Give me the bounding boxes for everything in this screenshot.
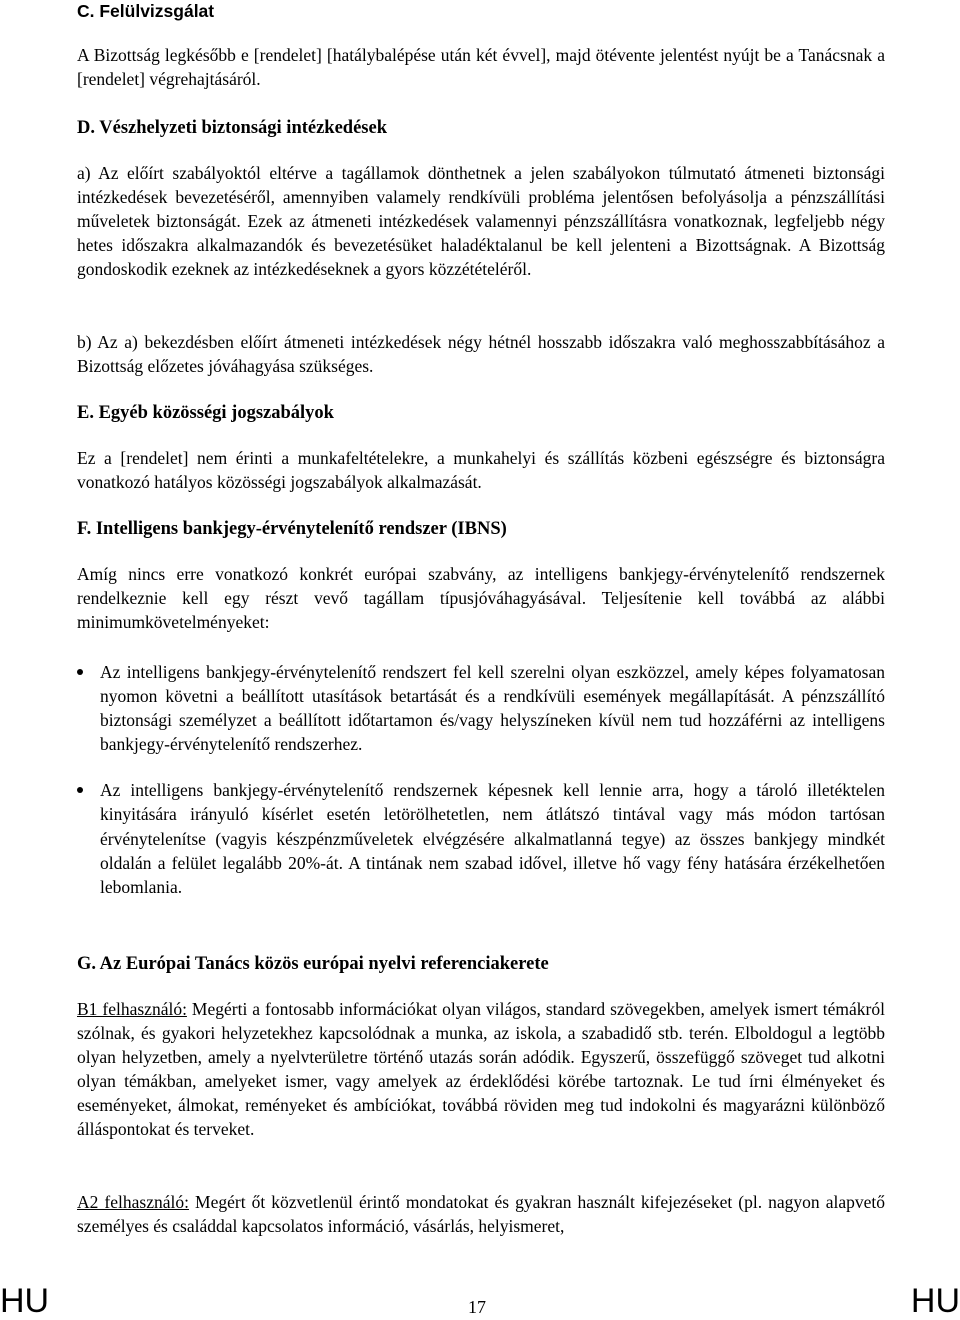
section-g-heading: G. Az Európai Tanács közös európai nyelvi referenciakerete xyxy=(77,954,549,974)
list-item-text: Az intelligens bankjegy-érvénytelenítő rendszert fel kell szerelni olyan eszközzel, amely képes folyamatosan nyomon követni a beállított utasítások betartását és a rendkívüli események megállapítását. A pénzszállító biztonsági személyzet a beállított időtartamon és/vagy helyszíneken kívül nem tud hozzáférni az intelligens bankjegy-érvénytelenítő rendszerhez. xyxy=(100,662,885,755)
section-e-paragraph: Ez a [rendelet] nem érinti a munkafeltételekre, a munkahelyi és szállítás közbeni egészségre és biztonságra vonatkozó hatályos közösségi jogszabályok alkalmazását. xyxy=(77,448,885,493)
section-g-b1-paragraph xyxy=(77,997,885,1142)
list-item xyxy=(77,778,885,898)
b1-label: B1 felhasználó: xyxy=(77,999,187,1019)
section-d-heading: D. Vészhelyzeti biztonsági intézkedések xyxy=(77,118,388,138)
section-c-heading: C. Felülvizsgálat xyxy=(77,1,215,21)
b1-text: Megérti a fontosabb információkat olyan világos, standard szövegekben, amelyek ismert témákról szólnak, és gyakori helyzetekhez kapcsolódnak a munka, az iskola, a szabadidő stb. terén. Elboldogul a legtöbb olyan helyzetben, amely a nyelvterületre történő utazás során adódik. Egyszerű, összefüggő szöveget tud alkotni olyan témákban, amelyeket ismer, vagy amelyek az érdeklődési körébe tartoznak. Le tud írni élményeket és eseményeket, álmokat, reményeket és ambíciókat, továbbá röviden meg tud indokolni és magyarázni különböző álláspontokat és terveket. xyxy=(77,999,885,1140)
requirements-list xyxy=(77,660,885,921)
a2-label: A2 felhasználó: xyxy=(77,1192,189,1212)
page-number: 17 xyxy=(468,1297,486,1317)
list-item xyxy=(77,660,885,756)
list-item-text: Az intelligens bankjegy-érvénytelenítő rendszernek képesnek kell lennie arra, hogy a tároló illetéktelen kinyitására irányuló kísérlet esetén letörölhetetlen, nem átlátszó tintával vagy más módon tartósan érvénytelenítse (vagyis készpénzműveletek elvégzésére alkalmatlanná tegye) az összes bankjegy mindkét oldalán a felület legalább 20%-át. A tintának nem szabad idővel, illetve hő vagy fény hatására érzékelhetően lebomlania. xyxy=(100,780,885,897)
section-f-paragraph: Amíg nincs erre vonatkozó konkrét európai szabvány, az intelligens bankjegy-érvénytelenítő rendszernek rendelkeznie kell egy részt vevő tagállam típusjóváhagyásával. Teljesítenie kell továbbá az alábbi minimumkövetelményeket: xyxy=(77,564,885,633)
a2-text: Megért őt közvetlenül érintő mondatokat és gyakran használt kifejezéseket (pl. nagyon alapvető személyes és családdal kapcsolatos információ, vásárlás, helyismeret, xyxy=(77,1192,885,1237)
section-g-a2-paragraph xyxy=(77,1190,885,1238)
section-f-heading: F. Intelligens bankjegy-érvénytelenítő rendszer (IBNS) xyxy=(77,519,507,539)
language-code-right: HU xyxy=(910,1282,960,1320)
section-e-heading: E. Egyéb közösségi jogszabályok xyxy=(77,403,334,423)
language-code-left: HU xyxy=(0,1282,50,1320)
section-d-paragraph-a: a) Az előírt szabályoktól eltérve a tagállamok dönthetnek a jelen szabályokon túlmutató átmeneti biztonsági intézkedések bevezetéséről, amennyiben valamely rendkívüli probléma jelentősen befolyásolja a pénzszállítási műveletek biztonságát. Ezek az átmeneti intézkedések valamennyi pénzszállításra vonatkoznak, legfeljebb négy hetes időszakra alkalmazandók és bevezetésüket haladéktalanul be kell jelenteni a Bizottságnak. A Bizottság gondoskodik ezeknek az intézkedéseknek a gyors közzétételéről. xyxy=(77,163,885,280)
section-c-paragraph: A Bizottság legkésőbb e [rendelet] [hatálybalépése után két évvel], majd ötévente jelentést nyújt be a Tanácsnak a [rendelet] végrehajtásáról. xyxy=(77,45,885,90)
section-d-paragraph-b: b) Az a) bekezdésben előírt átmeneti intézkedések négy hétnél hosszabb időszakra való meghosszabbításához a Bizottság előzetes jóváhagyása szükséges. xyxy=(77,332,885,377)
page-footer xyxy=(0,1282,960,1320)
